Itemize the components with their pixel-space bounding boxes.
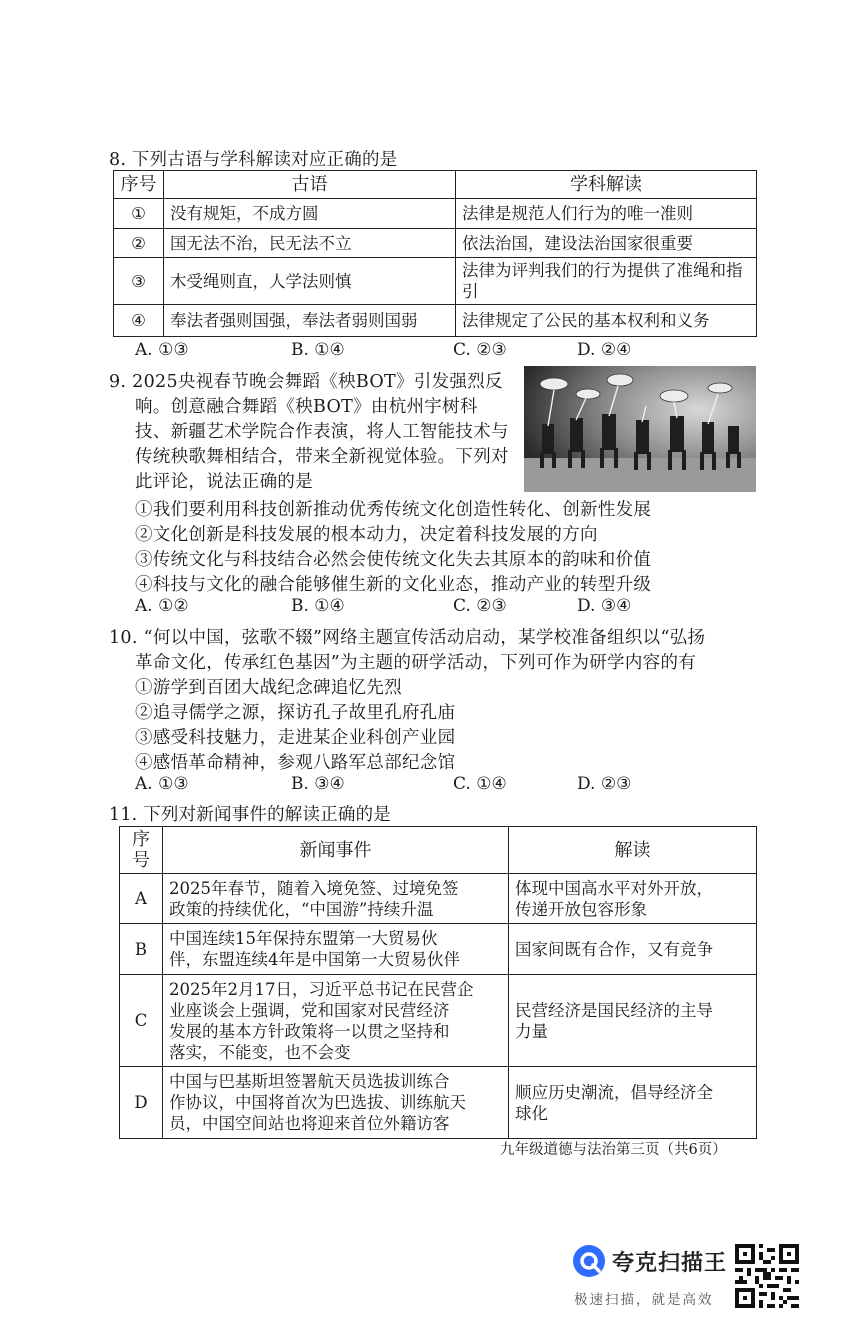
q11-reading-line: 国家间既有合作，又有竞争 [515, 939, 713, 959]
q10-statement: ④感悟革命精神，参观八路军总部纪念馆 [135, 753, 456, 773]
q10-line: 革命文化，传承红色基因”为主题的研学活动，下列可作为研学内容的有 [135, 653, 697, 673]
q9-options [135, 596, 755, 618]
q8-row-no: ② [114, 229, 164, 258]
q11-event-line: 伴，东盟连续4年是中国第一大贸易伙伴 [169, 950, 460, 969]
q9-statement: ②文化创新是科技发展的根本动力，决定着科技发展的方向 [135, 525, 598, 545]
q10-option-a[interactable]: A. ①③ [135, 774, 189, 794]
q10-options [135, 774, 755, 796]
q11-event-line: 落实，不能变，也不会变 [169, 1042, 351, 1062]
q8-row-saying: 国无法不治，民无法不立 [164, 229, 456, 258]
q8-option-d[interactable]: D. ②④ [577, 340, 632, 360]
quark-logo-icon [572, 1244, 606, 1278]
dance-robots-photo [524, 366, 756, 492]
q11-row-reading [509, 874, 757, 924]
q11-event-line: 2025年春节，随着入境免签、过境免签 [169, 878, 459, 898]
q8-row-reading: 法律为评判我们的行为提供了准绳和指引 [456, 258, 757, 305]
q8-option-a[interactable]: A. ①③ [135, 340, 189, 360]
q11-row-reading [509, 1067, 757, 1139]
q10-statement: ③感受科技魅力，走进某企业科创产业园 [135, 728, 456, 748]
q8-header-saying: 古语 [164, 171, 456, 199]
page-label: 九年级道德与法治第三页（共6页） [500, 1142, 727, 1158]
q11-row-no: A [120, 874, 163, 924]
q11-event-line: 政策的持续优化，“中国游”持续升温 [169, 899, 434, 919]
q8-row-no: ④ [114, 305, 164, 337]
q11-event-line: 2025年2月17日，习近平总书记在民营企 [169, 979, 474, 999]
q11-event-line: 中国连续15年保持东盟第一大贸易伙 [169, 929, 438, 948]
q9-statement: ③传统文化与科技结合必然会使传统文化失去其原本的韵味和价值 [135, 550, 652, 570]
q9-statement: ④科技与文化的融合能够催生新的文化业态，推动产业的转型升级 [135, 575, 652, 595]
q11-header-no: 序号 [120, 827, 163, 874]
q8-row-no: ③ [114, 258, 164, 305]
q11-title: 11. 下列对新闻事件的解读正确的是 [109, 805, 391, 825]
q11-event-line: 中国与巴基斯坦签署航天员选拔训练合 [169, 1072, 450, 1091]
q11-event-line: 业座谈会上强调，党和国家对民营经济 [169, 1000, 450, 1020]
q10-option-b[interactable]: B. ③④ [291, 774, 345, 794]
q8-table [113, 170, 757, 337]
q8-row-no: ① [114, 199, 164, 229]
q9-line: 响。创意融合舞蹈《秧BOT》由杭州宇树科 [135, 397, 478, 417]
q8-row-saying: 奉法者强则国强，奉法者弱则国弱 [164, 305, 456, 337]
q11-row-reading [509, 924, 757, 975]
q11-header-reading: 解读 [509, 827, 757, 874]
q8-row-reading: 法律规定了公民的基本权利和义务 [456, 305, 757, 337]
brand-slogan: 极速扫描，就是高效 [574, 1292, 714, 1308]
q8-header-no: 序号 [114, 171, 164, 199]
q8-option-b[interactable]: B. ①④ [291, 340, 345, 360]
q11-row-event [163, 975, 509, 1067]
q8-header-reading: 学科解读 [456, 171, 757, 199]
q10-statement: ②追寻儒学之源，探访孔子故里孔府孔庙 [135, 703, 456, 723]
q8-row-reading: 法律是规范人们行为的唯一准则 [456, 199, 757, 229]
q9-option-a[interactable]: A. ①② [135, 596, 189, 616]
q8-row-reading: 依法治国，建设法治国家很重要 [456, 229, 757, 258]
q9-option-d[interactable]: D. ③④ [577, 596, 632, 616]
q9-option-c[interactable]: C. ②③ [453, 596, 507, 616]
q11-event-line: 作协议，中国将首次为巴选拔、训练航天 [169, 1093, 466, 1112]
q11-reading-line: 传递开放包容形象 [515, 899, 647, 919]
q8-options [135, 340, 755, 362]
q11-reading-line: 力量 [515, 1021, 548, 1041]
q11-reading-line: 顺应历史潮流，倡导经济全 [515, 1082, 713, 1102]
q9-option-b[interactable]: B. ①④ [291, 596, 345, 616]
q9-line: 此评论，说法正确的是 [135, 472, 313, 492]
q9-line: 传统秧歌舞相结合，带来全新视觉体验。下列对 [135, 447, 509, 467]
q9-statement: ①我们要利用科技创新推动优秀传统文化创造性转化、创新性发展 [135, 500, 652, 520]
q11-reading-line: 球化 [515, 1103, 548, 1123]
q11-row-event [163, 1067, 509, 1139]
q11-row-no: D [120, 1067, 163, 1139]
q8-option-c[interactable]: C. ②③ [453, 340, 507, 360]
q10-line: 10. “何以中国，弦歌不辍”网络主题宣传活动启动，某学校准备组织以“弘扬 [109, 628, 706, 648]
q9-line: 技、新疆艺术学院合作表演，将人工智能技术与 [135, 422, 509, 442]
q11-row-event [163, 924, 509, 975]
q8-title: 8. 下列古语与学科解读对应正确的是 [109, 150, 398, 170]
brand-name: 夸克扫描王 [612, 1250, 728, 1276]
q11-reading-line: 体现中国高水平对外开放， [515, 878, 713, 898]
q8-row-saying: 没有规矩，不成方圆 [164, 199, 456, 229]
q10-statement: ①游学到百团大战纪念碑追忆先烈 [135, 678, 402, 698]
scanner-brand [572, 1244, 727, 1278]
q8-row-saying: 木受绳则直，人学法则慎 [164, 258, 456, 305]
q11-event-line: 发展的基本方针政策将一以贯之坚持和 [169, 1021, 450, 1041]
q10-option-d[interactable]: D. ②③ [577, 774, 632, 794]
q11-reading-line: 民营经济是国民经济的主导 [515, 1000, 713, 1020]
qr-code-icon [735, 1244, 799, 1308]
q10-option-c[interactable]: C. ①④ [453, 774, 507, 794]
q11-row-event [163, 874, 509, 924]
q11-table [119, 826, 757, 1139]
q11-header-event: 新闻事件 [163, 827, 509, 874]
q11-row-no: C [120, 975, 163, 1067]
q9-line: 9. 2025央视春节晚会舞蹈《秧BOT》引发强烈反 [109, 372, 503, 392]
q11-row-reading [509, 975, 757, 1067]
q11-row-no: B [120, 924, 163, 975]
q11-event-line: 员，中国空间站也将迎来首位外籍访客 [169, 1114, 450, 1133]
